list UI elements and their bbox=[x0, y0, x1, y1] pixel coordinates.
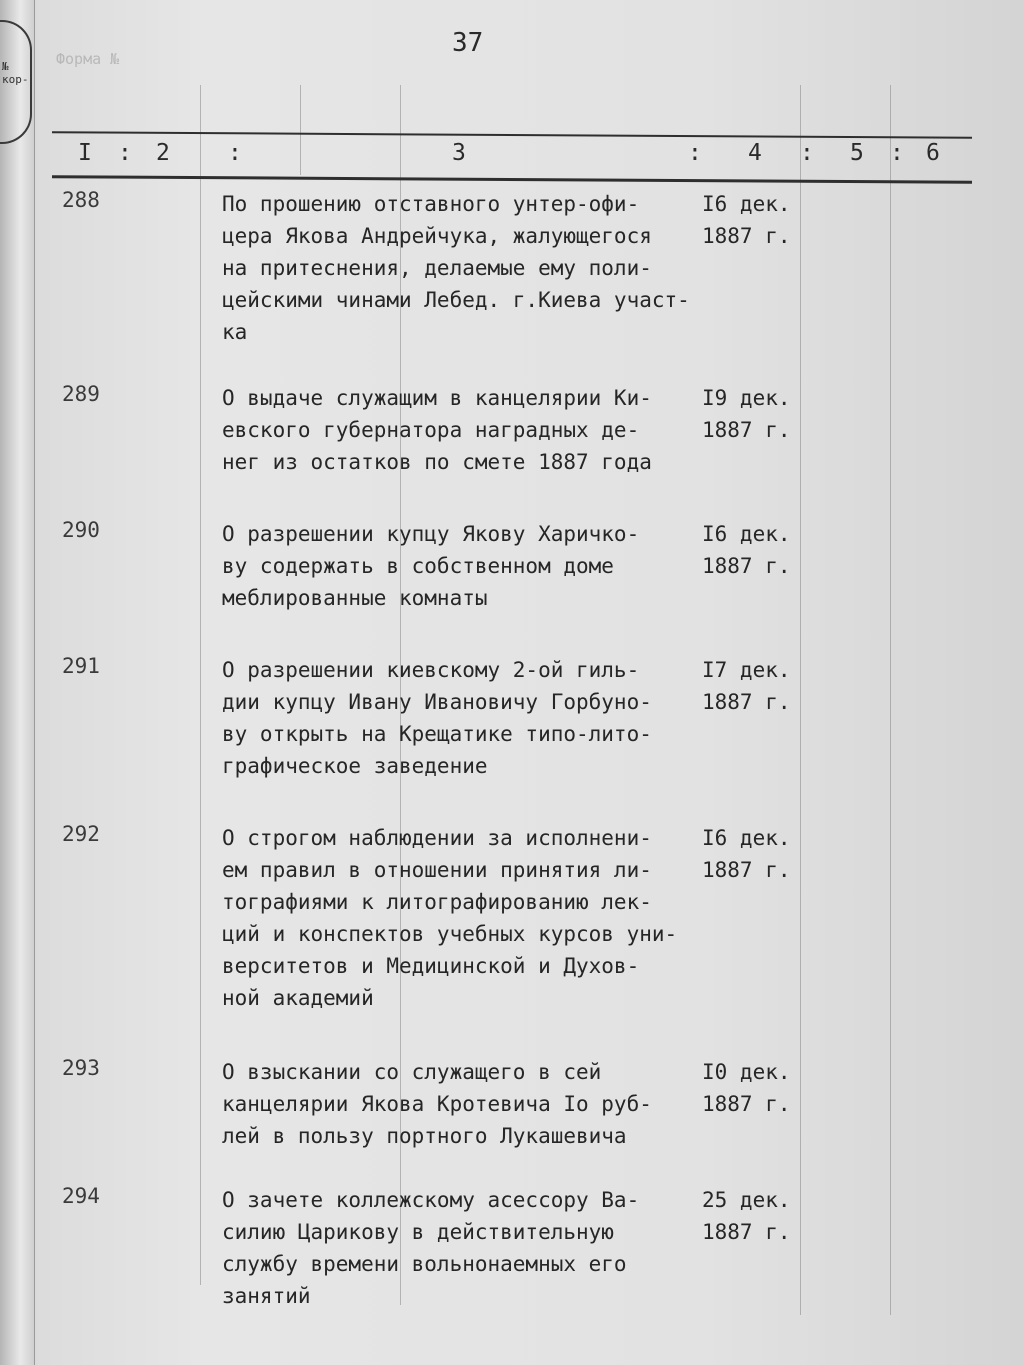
header-separator: : bbox=[228, 140, 242, 166]
description-line: дии купцу Ивану Ивановичу Горбуно- bbox=[222, 690, 652, 714]
date-line: 1887 г. bbox=[702, 1092, 791, 1116]
date-line: I7 дек. bbox=[702, 658, 791, 682]
header-bottom-rule bbox=[52, 175, 972, 184]
description-line: ций и конспектов учебных курсов уни- bbox=[222, 922, 678, 946]
row-description bbox=[222, 1056, 692, 1152]
description-line: цейскими чинами Лебед. г.Киева участ- bbox=[222, 288, 690, 312]
date-line: 1887 г. bbox=[702, 690, 791, 714]
description-line: ву содержать в собственном доме bbox=[222, 554, 614, 578]
description-line: графическое заведение bbox=[222, 754, 488, 778]
column-line bbox=[800, 85, 801, 1315]
description-line: О зачете коллежскому асессору Ва- bbox=[222, 1188, 640, 1212]
header-separator: : bbox=[800, 140, 814, 166]
column-line bbox=[200, 85, 201, 1285]
row-date bbox=[702, 382, 791, 446]
date-line: 1887 г. bbox=[702, 1220, 791, 1244]
date-line: 1887 г. bbox=[702, 858, 791, 882]
header-col-6: 6 bbox=[926, 140, 940, 166]
row-number: 290 bbox=[62, 518, 100, 542]
row-number: 292 bbox=[62, 822, 100, 846]
header-top-rule bbox=[52, 131, 972, 139]
date-line: I0 дек. bbox=[702, 1060, 791, 1084]
description-line: ной академий bbox=[222, 986, 374, 1010]
binding-mark: № кор- bbox=[2, 60, 29, 86]
row-date bbox=[702, 1056, 791, 1120]
description-line: силию Царикову в действительную bbox=[222, 1220, 614, 1244]
row-date bbox=[702, 822, 791, 886]
row-description bbox=[222, 654, 692, 782]
header-col-4: 4 bbox=[748, 140, 762, 166]
date-line: I6 дек. bbox=[702, 522, 791, 546]
form-label: Форма № bbox=[56, 50, 120, 68]
header-col-3: 3 bbox=[452, 140, 466, 166]
page-number: 37 bbox=[452, 28, 484, 58]
description-line: По прошению отставного унтер-офи- bbox=[222, 192, 640, 216]
binding-edge bbox=[0, 0, 35, 1365]
description-line: лей в пользу портного Лукашевича bbox=[222, 1124, 627, 1148]
row-date bbox=[702, 188, 791, 252]
date-line: 1887 г. bbox=[702, 418, 791, 442]
description-line: на притеснения, делаемые ему поли- bbox=[222, 256, 652, 280]
date-line: I6 дек. bbox=[702, 826, 791, 850]
row-date bbox=[702, 1184, 791, 1248]
row-number: 291 bbox=[62, 654, 100, 678]
header-col-2: 2 bbox=[156, 140, 170, 166]
description-line: ем правил в отношении принятия ли- bbox=[222, 858, 652, 882]
row-description bbox=[222, 1184, 692, 1312]
header-col-5: 5 bbox=[850, 140, 864, 166]
row-number: 293 bbox=[62, 1056, 100, 1080]
row-number: 294 bbox=[62, 1184, 100, 1208]
column-line bbox=[890, 85, 891, 1315]
date-line: 1887 г. bbox=[702, 554, 791, 578]
description-line: ка bbox=[222, 320, 248, 344]
header-separator: : bbox=[688, 140, 702, 166]
description-line: О взыскании со служащего в сей bbox=[222, 1060, 602, 1084]
date-line: 1887 г. bbox=[702, 224, 791, 248]
description-line: О строгом наблюдении за исполнени- bbox=[222, 826, 652, 850]
row-date bbox=[702, 654, 791, 718]
description-line: цера Якова Андрейчука, жалующегося bbox=[222, 224, 652, 248]
header-separator: : bbox=[890, 140, 904, 166]
date-line: I9 дек. bbox=[702, 386, 791, 410]
row-description bbox=[222, 188, 692, 348]
description-line: ву открыть на Крещатике типо-лито- bbox=[222, 722, 652, 746]
row-description bbox=[222, 822, 692, 1014]
row-date bbox=[702, 518, 791, 582]
row-description bbox=[222, 382, 692, 478]
description-line: нег из остатков по смете 1887 года bbox=[222, 450, 652, 474]
date-line: 25 дек. bbox=[702, 1188, 791, 1212]
header-separator: : bbox=[118, 140, 132, 166]
description-line: евского губернатора наградных де- bbox=[222, 418, 640, 442]
row-number: 289 bbox=[62, 382, 100, 406]
description-line: верситетов и Медицинской и Духов- bbox=[222, 954, 640, 978]
row-number: 288 bbox=[62, 188, 100, 212]
description-line: канцелярии Якова Кротевича Io руб- bbox=[222, 1092, 652, 1116]
header-col-1: I bbox=[78, 140, 92, 166]
row-description bbox=[222, 518, 692, 614]
date-line: I6 дек. bbox=[702, 192, 791, 216]
description-line: тографиями к литографированию лек- bbox=[222, 890, 652, 914]
description-line: О разрешении купцу Якову Харичко- bbox=[222, 522, 640, 546]
description-line: О выдаче служащим в канцелярии Ки- bbox=[222, 386, 652, 410]
description-line: службу времени вольнонаемных его bbox=[222, 1252, 627, 1276]
description-line: занятий bbox=[222, 1284, 311, 1308]
description-line: меблированные комнаты bbox=[222, 586, 488, 610]
description-line: О разрешении киевскому 2-ой гиль- bbox=[222, 658, 640, 682]
column-line bbox=[300, 85, 301, 175]
